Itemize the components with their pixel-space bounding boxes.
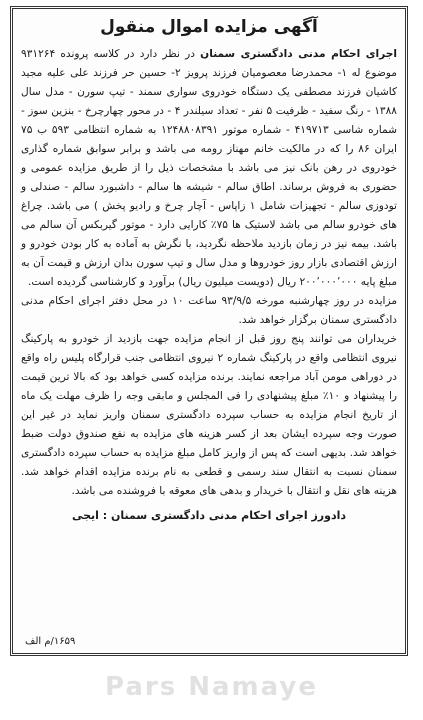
paragraph-1: [21, 45, 397, 292]
paragraph-3: خریداران می توانند پنج روز قبل از انجام مزایده جهت بازدید از خودرو به پارکینگ نیروی انتظامی واقع در پارکینگ شماره ۲ نیروی انتظامی جنب قرارگاه پلیس راه واقع در دوراهی مومن آباد مراجعه نمایند. برنده مزایده کسی خواهد بود که بالا ترین قیمت را پیشنهاد و ۱۰٪ مبلغ پیشنهادی را فی المجلس و مابقی وجه را ظرف مهلت یک ماه از تاریخ انجام مزایده به حساب سپرده دادگستری سمنان واریز نماید در غیر این صورت وجه سپرده ایشان بعد از کسر هزینه های مزایده به نفع صندوق دولت ضبط خواهد شد. بدیهی است که پس از واریز کامل مبلغ مزایده به حساب سپرده دادگستری سمنان نسبت به انتقال سند رسمی و قطعی به نام برنده مزایده اقدام خواهد شد. هزینه های نقل و انتقال با خریدار و بدهی های معوقه با فروشنده می باشد.: [21, 333, 397, 497]
notice-frame: [10, 6, 408, 656]
signature-line: دادورز اجرای احکام مدنی دادگستری سمنان : ایجی: [71, 509, 347, 522]
intro-bold: اجرای احکام مدنی دادگستری سمنان: [200, 48, 397, 60]
paragraph-1-text: در نظر دارد در کلاسه پرونده ۹۳۱۲۶۴ موضوع له ۱- محمدرضا معصومیان فرزند پرویز ۲- حسین حر فرزند علی علیه مجید کاشیان فرزند مصطفی یک دستگاه خودروی سواری سمند - تیپ سورن - مدل سال ۱۳۸۸ - رنگ سفید - ظرفیت ۵ نفر - تعداد سیلندر ۴ - در محور چهارچرخ - بنزین سوز - شماره شاسی ۴۱۹۷۱۳ - شماره موتور ۱۲۴۸۸۰۸۳۹۱ به شماره انتظامی ۵۹۳ ب ۷۵ ایران ۸۶ را که در مالکیت خانم مهناز رومه می باشد و برابر سوابق شماره گذاری خودروی در رهن بانک نیز می باشد با مشخصات ذیل را از طریق مزایده عمومی و حضوری به فروش برساند. اطاق سالم - شیشه ها سالم - داشبورد سالم - صندلی و تودوزی سالم - تجهیزات شامل ۱ زاپاس - آچار چرخ و رادیو پخش ) می باشد. چراغ های خودرو سالم می باشد لاستیک ها ۷۵٪ کارایی دارد - موتور گیربکس آن سالم می باشد. بیمه نیز در زمان بازدید ملاحظه نگردید، با نگرش به آماده به کار بودن خودرو و ارزش اقتصادی بازار روز خودروها و مدل سال و تیپ سورن بدان ارزش و قیمت آن به مبلغ پایه ۲۰۰٬۰۰۰٬۰۰۰ ریال (دویست میلیون ریال) برآورد و کارشناسی گردیده است.: [21, 48, 398, 288]
paragraph-2: مزایده در روز چهارشنبه مورخه ۹۳/۹/۵ ساعت ۱۰ در محل دفتر اجرای احکام مدنی دادگستری سمنان برگزار خواهد شد.: [21, 295, 397, 326]
notice-body: [21, 45, 397, 501]
reference-number: ۱۶۵۹/م الف: [25, 636, 76, 647]
watermark-logo: Pars Namaye: [105, 672, 318, 702]
notice-title: آگهی مزایده اموال منقول: [100, 17, 318, 37]
